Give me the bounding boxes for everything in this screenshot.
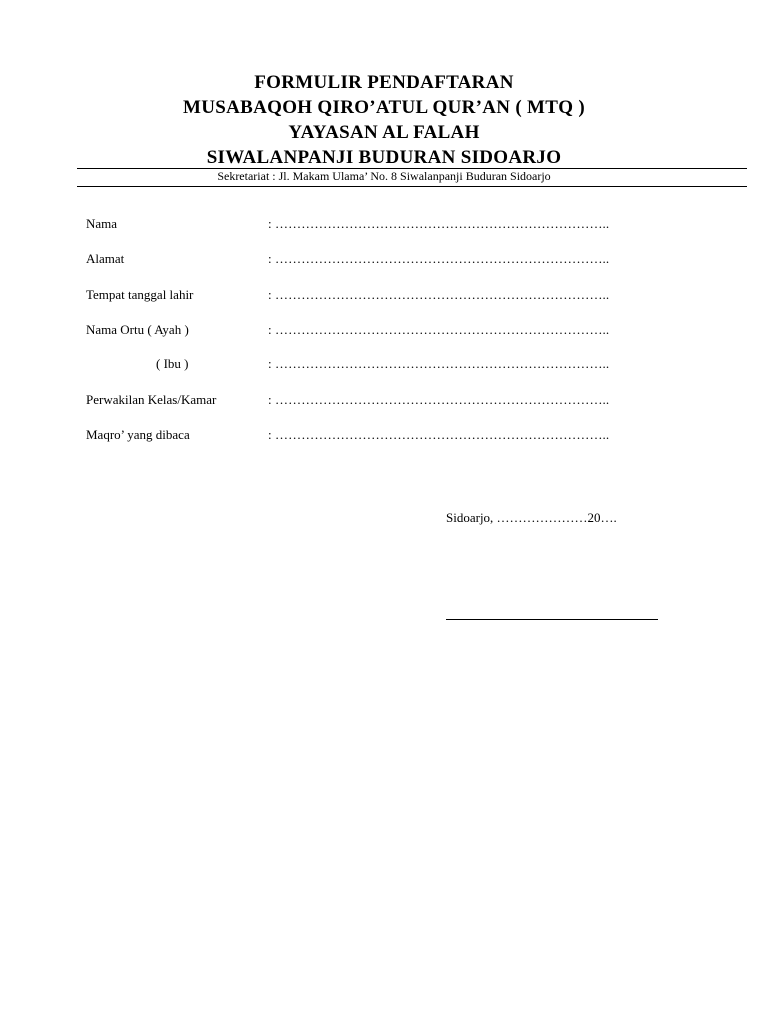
field-blank-maqro: : …………………………………………………………………..	[268, 427, 610, 442]
field-blank-perwakilan-kelas-kamar: : …………………………………………………………………..	[268, 392, 610, 407]
field-label-nama-ortu-ayah: Nama Ortu ( Ayah )	[86, 322, 189, 337]
field-label-perwakilan-kelas-kamar: Perwakilan Kelas/Kamar	[86, 392, 217, 407]
header-divider-bottom	[77, 186, 747, 187]
organization-name: YAYASAN AL FALAH	[288, 122, 480, 143]
field-label-alamat: Alamat	[86, 251, 125, 266]
field-label-ibu: ( Ibu )	[156, 356, 189, 371]
signature-line	[446, 619, 658, 620]
field-label-maqro: Maqro’ yang dibaca	[86, 427, 190, 442]
field-blank-nama-ortu-ayah: : …………………………………………………………………..	[268, 322, 610, 337]
field-label-nama: Nama	[86, 216, 118, 231]
field-blank-tempat-tanggal-lahir: : …………………………………………………………………..	[268, 287, 610, 302]
field-blank-alamat: : …………………………………………………………………..	[268, 251, 610, 266]
organization-location: SIWALANPANJI BUDURAN SIDOARJO	[206, 147, 562, 168]
place-date: Sidoarjo, …………………20….	[446, 510, 617, 525]
field-blank-ibu: : …………………………………………………………………..	[268, 356, 610, 371]
event-title: MUSABAQOH QIRO’ATUL QUR’AN ( MTQ )	[183, 97, 585, 118]
form-title: FORMULIR PENDAFTARAN	[254, 72, 514, 93]
field-label-tempat-tanggal-lahir: Tempat tanggal lahir	[86, 287, 194, 302]
field-blank-nama: : …………………………………………………………………..	[268, 216, 610, 231]
secretariat-address: Sekretariat : Jl. Makam Ulama’ No. 8 Siwalanpanji Buduran Sidoarjo	[217, 169, 551, 183]
